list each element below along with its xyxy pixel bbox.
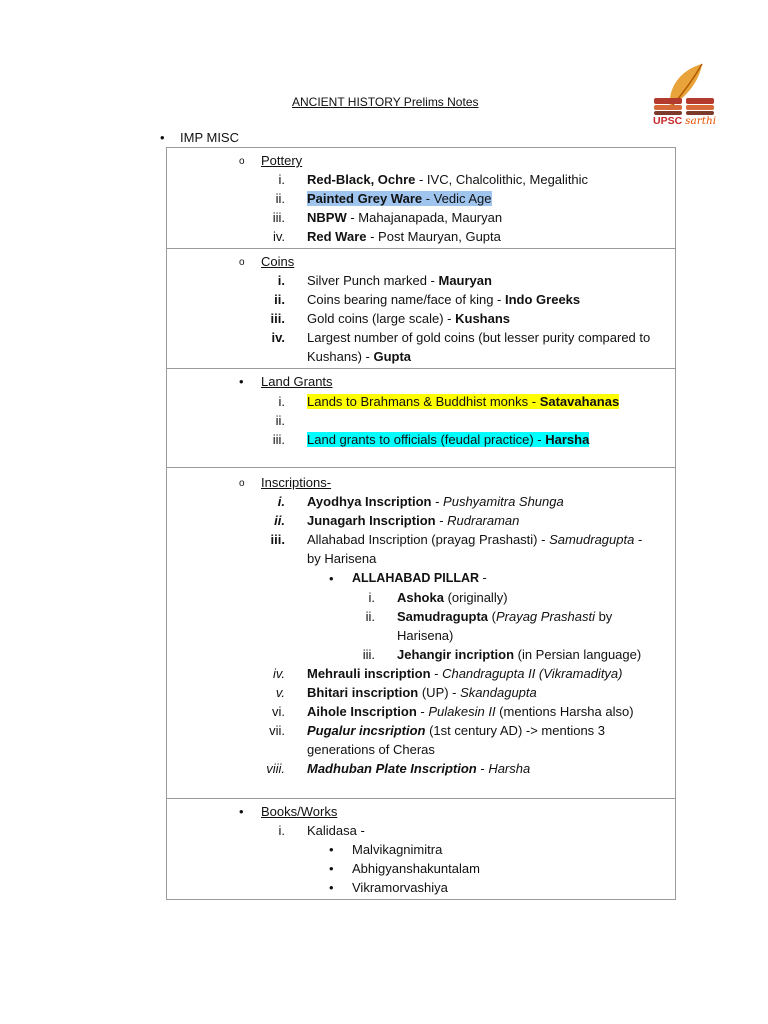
list-marker: v. — [275, 685, 285, 700]
list-item: NBPW - Mahajanapada, Mauryan — [307, 210, 503, 225]
list-item: Largest number of gold coins (but lesser purity compared to — [307, 330, 651, 345]
list-item-cont: by Harisena — [307, 551, 377, 566]
list-item: Allahabad Inscription (prayag Prashasti) - Samudragupta - — [307, 532, 643, 547]
list-marker: iv. — [271, 330, 285, 345]
logo-upsc: UPSC — [653, 115, 683, 127]
list-item: Coins bearing name/face of king - Indo Greeks — [307, 292, 581, 307]
list-item: Painted Grey Ware - Vedic Age — [307, 191, 492, 206]
list-marker: i. — [278, 823, 285, 838]
list-item-cont: generations of Cheras — [307, 742, 435, 757]
list-marker: iv. — [272, 666, 285, 681]
logo-text — [653, 115, 716, 127]
list-marker: iii. — [270, 311, 285, 326]
circle-bullet-icon: o — [239, 257, 245, 268]
inscriptions-heading: Inscriptions- — [261, 475, 332, 490]
list-item: Jehangir incription (in Persian language) — [397, 647, 642, 662]
list-marker: ii. — [365, 609, 375, 624]
list-item: Gold coins (large scale) - Kushans — [307, 311, 511, 326]
list-item-cont: Kushans) - Gupta — [307, 349, 412, 364]
pillar-heading: ALLAHABAD PILLAR - — [352, 571, 487, 585]
list-item: Junagarh Inscription - Rudraraman — [307, 513, 520, 528]
list-marker: iv. — [272, 229, 285, 244]
bullet-icon: • — [329, 880, 334, 895]
bullet-icon: • — [329, 571, 334, 586]
bullet-icon: • — [239, 374, 244, 389]
land-grants-heading: Land Grants — [261, 374, 333, 389]
list-item: Aihole Inscription - Pulakesin II (mentions Harsha also) — [307, 704, 634, 719]
list-marker: i. — [277, 494, 285, 509]
bullet-icon: • — [160, 130, 165, 145]
author-name: Kalidasa - — [307, 823, 365, 838]
bullet-icon: • — [329, 861, 334, 876]
section-heading: IMP MISC — [180, 130, 239, 145]
list-marker: i. — [277, 273, 285, 288]
list-marker: viii. — [266, 761, 285, 776]
list-item: Madhuban Plate Inscription - Harsha — [307, 761, 531, 776]
list-marker: i. — [278, 394, 285, 409]
list-marker: ii. — [275, 191, 285, 206]
list-marker: iii. — [270, 532, 285, 547]
books-box — [166, 798, 676, 900]
circle-bullet-icon: o — [239, 156, 245, 167]
list-item: Bhitari inscription (UP) - Skandagupta — [307, 685, 537, 700]
page-title: ANCIENT HISTORY Prelims Notes — [292, 95, 479, 109]
list-item: Samudragupta (Prayag Prashasti by — [397, 609, 613, 624]
list-item-cont: Harisena) — [397, 628, 454, 643]
coins-heading: Coins — [261, 254, 295, 269]
list-marker: i. — [368, 590, 375, 605]
list-item: Lands to Brahmans & Buddhist monks - Satavahanas — [307, 394, 620, 409]
list-item: Ashoka (originally) — [397, 590, 508, 605]
logo-sarthi: sarthi — [685, 115, 717, 127]
list-marker: ii. — [274, 292, 285, 307]
circle-bullet-icon: o — [239, 478, 245, 489]
list-item: Red-Black, Ochre - IVC, Chalcolithic, Megalithic — [307, 172, 589, 187]
list-marker: ii. — [274, 513, 285, 528]
list-item: Silver Punch marked - Mauryan — [307, 273, 492, 288]
work-item: Abhigyanshakuntalam — [352, 861, 480, 876]
list-item: Pugalur incsription (1st century AD) -> mentions 3 — [307, 723, 606, 738]
list-marker: vii. — [269, 723, 285, 738]
coins-box — [166, 248, 676, 369]
bullet-icon: • — [239, 804, 244, 819]
list-marker: vi. — [272, 704, 285, 719]
pottery-heading: Pottery — [261, 153, 303, 168]
list-item: Mehrauli inscription - Chandragupta II (Vikramaditya) — [307, 666, 623, 681]
inscriptions-box — [166, 467, 676, 799]
list-marker: i. — [278, 172, 285, 187]
bullet-icon: • — [329, 842, 334, 857]
pottery-box — [166, 147, 676, 249]
work-item: Vikramorvashiya — [352, 880, 448, 895]
work-item: Malvikagnimitra — [352, 842, 443, 857]
list-marker: ii. — [275, 413, 285, 428]
list-marker: iii. — [272, 210, 285, 225]
list-marker: iii. — [362, 647, 375, 662]
list-item: Land grants to officials (feudal practice) - Harsha — [307, 432, 590, 447]
books-heading: Books/Works — [261, 804, 338, 819]
land-grants-box — [166, 368, 676, 468]
list-marker: iii. — [272, 432, 285, 447]
list-item: Red Ware - Post Mauryan, Gupta — [307, 229, 501, 244]
list-item: Ayodhya Inscription - Pushyamitra Shunga — [307, 494, 564, 509]
